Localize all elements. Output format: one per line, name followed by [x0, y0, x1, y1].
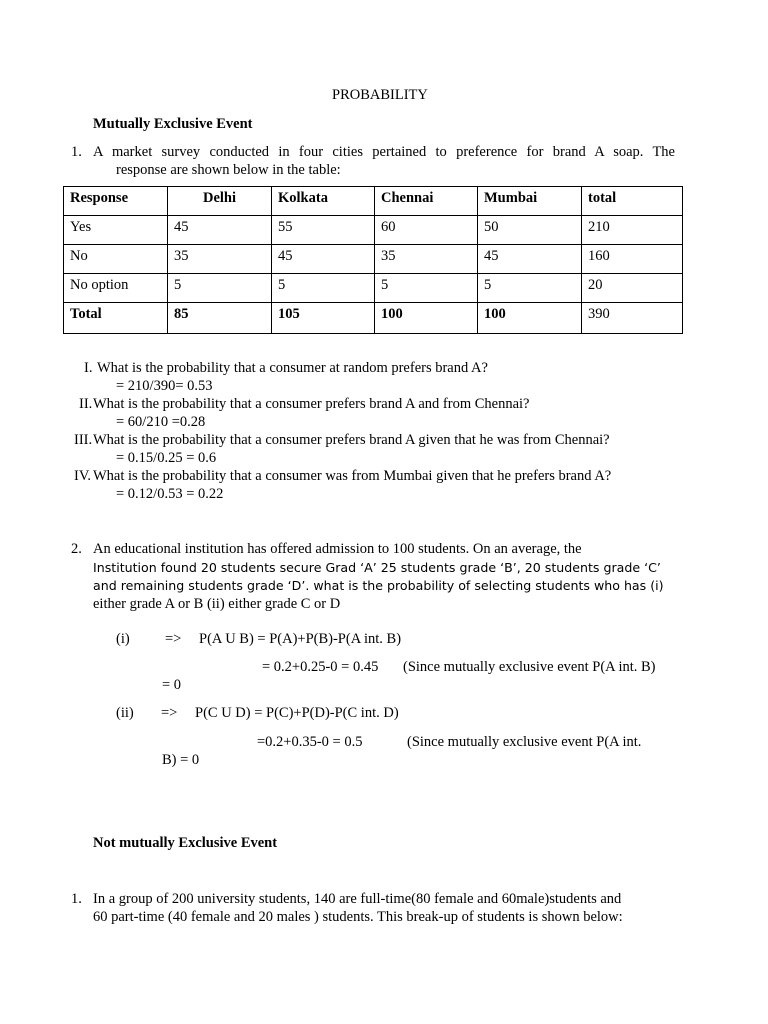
subquestion-numeral: IV.: [74, 468, 92, 484]
subquestion-answer: = 0.15/0.25 = 0.6: [116, 450, 217, 466]
subquestion-text: What is the probability that a consumer prefers brand A and from Chennai?: [93, 396, 530, 412]
table-row: [64, 216, 683, 245]
implies-arrow: =>: [165, 631, 182, 647]
subquestion-numeral: III.: [74, 432, 93, 448]
table-header-cell: Kolkata: [272, 187, 375, 216]
calculation: = 0.2+0.25-0 = 0.45: [262, 659, 379, 675]
subquestion-text: What is the probability that a consumer at random prefers brand A?: [97, 360, 488, 376]
section-heading-not-mutually-exclusive: Not mutually Exclusive Event: [93, 835, 278, 851]
explanation-note-continued: B) = 0: [162, 752, 200, 768]
table-header-cell: Chennai: [375, 187, 478, 216]
table-cell: 5: [375, 274, 478, 303]
table-header-row: [64, 187, 683, 216]
question-text-line: A market survey conducted in four cities pertained to preference for brand A soap. The: [93, 144, 675, 160]
question-text-line: Institution found 20 students secure Grad ‘A’ 25 students grade ‘B’, 20 students grade ‘C’: [93, 560, 661, 575]
subquestion-text: What is the probability that a consumer prefers brand A given that he was from Chennai?: [93, 432, 610, 448]
subquestion-answer: = 60/210 =0.28: [116, 414, 206, 430]
table-cell: No option: [64, 274, 168, 303]
implies-arrow: =>: [161, 705, 178, 721]
question-text-line: response are shown below in the table:: [116, 162, 341, 178]
table-cell: 210: [582, 216, 683, 245]
explanation-note: (Since mutually exclusive event P(A int.: [407, 734, 642, 750]
table-cell: 55: [272, 216, 375, 245]
subquestion-text: What is the probability that a consumer was from Mumbai given that he prefers brand A?: [93, 468, 612, 484]
formula: P(C U D) = P(C)+P(D)-P(C int. D): [195, 705, 399, 721]
table-cell: 85: [168, 303, 272, 334]
table-cell: 50: [478, 216, 582, 245]
table-cell: 35: [168, 245, 272, 274]
table-cell: 45: [272, 245, 375, 274]
table-total-row: [64, 303, 683, 334]
table-cell: 100: [375, 303, 478, 334]
table-cell: Total: [64, 303, 168, 334]
table-cell: 5: [478, 274, 582, 303]
table-row: [64, 274, 683, 303]
page-title: PROBABILITY: [332, 87, 428, 103]
subquestion-answer: = 210/390= 0.53: [116, 378, 213, 394]
table-header-cell: Delhi: [168, 187, 272, 216]
table-header-cell: total: [582, 187, 683, 216]
table-cell: 5: [168, 274, 272, 303]
part-label: (i): [116, 631, 130, 647]
question-number: 1.: [71, 144, 82, 160]
subquestion-numeral: II.: [79, 396, 93, 412]
table-cell: 45: [478, 245, 582, 274]
table-cell: 45: [168, 216, 272, 245]
table-cell: 390: [582, 303, 683, 334]
table-cell: 35: [375, 245, 478, 274]
part-label: (ii): [116, 705, 134, 721]
question-text-line: In a group of 200 university students, 140 are full-time(80 female and 60male)students and: [93, 891, 622, 907]
table-cell: No: [64, 245, 168, 274]
table-cell: 5: [272, 274, 375, 303]
subquestion-answer: = 0.12/0.53 = 0.22: [116, 486, 224, 502]
question-number: 1.: [71, 891, 82, 907]
table-cell: 60: [375, 216, 478, 245]
table-row: [64, 245, 683, 274]
calculation: =0.2+0.35-0 = 0.5: [257, 734, 363, 750]
formula: P(A U B) = P(A)+P(B)-P(A int. B): [199, 631, 402, 647]
table-cell: 160: [582, 245, 683, 274]
question-text-line: An educational institution has offered admission to 100 students. On an average, the: [93, 541, 582, 557]
subquestion-numeral: I.: [84, 360, 93, 376]
table-cell: Yes: [64, 216, 168, 245]
section-heading-mutually-exclusive: Mutually Exclusive Event: [93, 116, 253, 132]
table-cell: 105: [272, 303, 375, 334]
question-text-line: and remaining students grade ‘D’. what is the probability of selecting students who has (i): [93, 578, 664, 593]
table-header-cell: Mumbai: [478, 187, 582, 216]
table-cell: 100: [478, 303, 582, 334]
table-header-cell: Response: [64, 187, 168, 216]
question-text-line: either grade A or B (ii) either grade C or D: [93, 596, 341, 612]
question-number: 2.: [71, 541, 82, 557]
survey-table: [63, 186, 683, 334]
table-cell: 20: [582, 274, 683, 303]
explanation-note: (Since mutually exclusive event P(A int. B): [403, 659, 656, 675]
explanation-note-continued: = 0: [162, 677, 182, 693]
question-text-line: 60 part-time (40 female and 20 males ) students. This break-up of students is shown below:: [93, 909, 623, 925]
